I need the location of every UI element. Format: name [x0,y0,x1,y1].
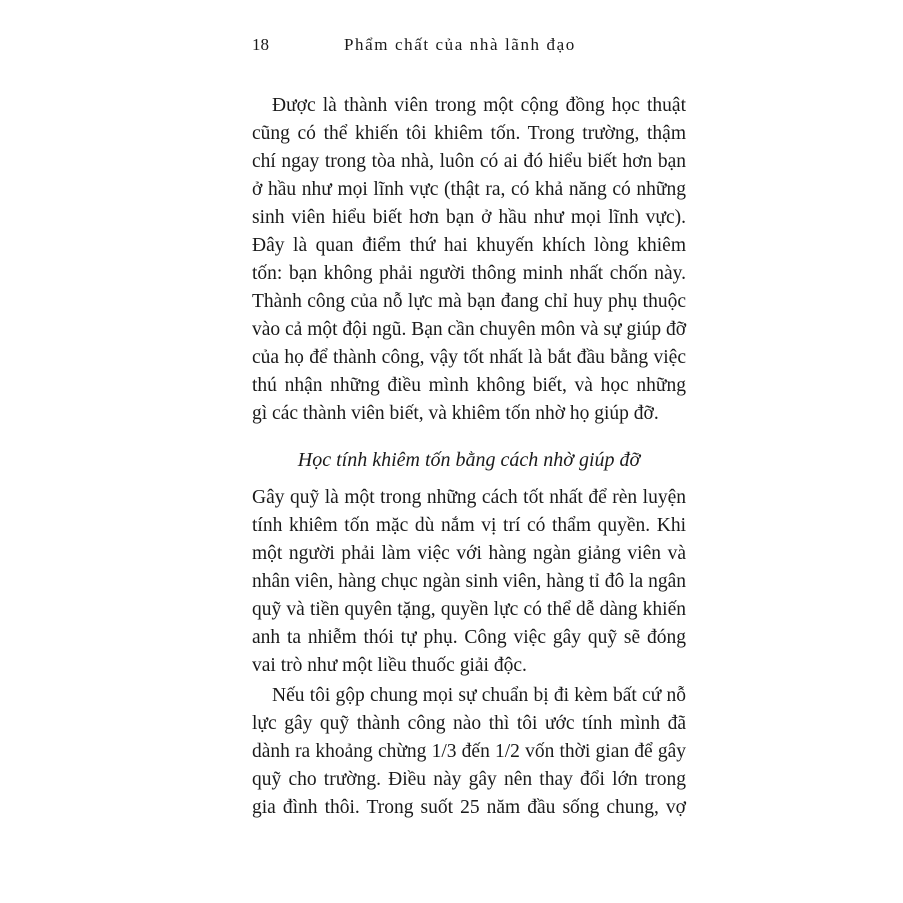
running-head [252,32,682,58]
text-line: vào cả một đội ngũ. Bạn cần chuyên môn và sự giúp đỡ [252,319,687,340]
text-line: Đây là quan điểm thứ hai khuyến khích lòng khiêm [252,235,686,256]
text-line: Gây quỹ là một trong những cách tốt nhất để rèn luyện [252,487,686,508]
text-line: Được là thành viên trong một cộng đồng học thuật [272,95,686,116]
text-line: anh ta nhiễm thói tự phụ. Công việc gây quỹ sẽ đóng [252,627,686,648]
paragraph-1 [252,92,686,428]
text-line: sinh viên hiểu biết hơn bạn ở hầu như mọi lĩnh vực). [252,207,686,228]
text-line: của họ để thành công, vậy tốt nhất là bắt đầu bằng việc [252,347,686,368]
text-line: chí ngay trong tòa nhà, luôn có ai đó hiểu biết hơn bạn [252,151,686,172]
text-line: tính khiêm tốn mặc dù nắm vị trí có thẩm quyền. Khi [252,515,686,536]
text-line: thú nhận những điều mình không biết, và học những [252,375,686,396]
running-title: Phẩm chất của nhà lãnh đạo [344,35,576,54]
text-line: tốn: bạn không phải người thông minh nhất chốn này. [252,263,686,284]
page-number: 18 [252,35,269,54]
text-line: vai trò như một liều thuốc giải độc. [252,655,527,676]
text-line: một người phải làm việc với hàng ngàn giảng viên và [252,543,686,564]
text-line: quỹ cho trường. Điều này gây nên thay đổi lớn trong [252,769,686,790]
paragraph-3 [252,682,686,822]
text-line: cũng có thể khiến tôi khiêm tốn. Trong trường, thậm [252,123,686,144]
section-heading: Học tính khiêm tốn bằng cách nhờ giúp đỡ [297,449,641,471]
text-line: lực gây quỹ thành công nào thì tôi ước tính mình đã [252,713,686,734]
text-line: Nếu tôi gộp chung mọi sự chuẩn bị đi kèm bất cứ nỗ [272,685,686,706]
paragraph-2 [252,484,686,680]
text-line: quỹ và tiền quyên tặng, quyền lực có thể dễ dàng khiến [252,599,686,620]
text-line: nhân viên, hàng chục ngàn sinh viên, hàng tỉ đô la ngân [252,571,686,592]
text-line: dành ra khoảng chừng 1/3 đến 1/2 vốn thời gian để gây [252,741,686,762]
text-line: ở hầu như mọi lĩnh vực (thật ra, có khả năng có những [252,179,686,200]
text-line: Thành công của nỗ lực mà bạn đang chỉ huy phụ thuộc [252,291,686,312]
text-line: gì các thành viên biết, và khiêm tốn nhờ họ giúp đỡ. [252,403,659,424]
text-line: gia đình thôi. Trong suốt 25 năm đầu sống chung, vợ [252,797,686,818]
